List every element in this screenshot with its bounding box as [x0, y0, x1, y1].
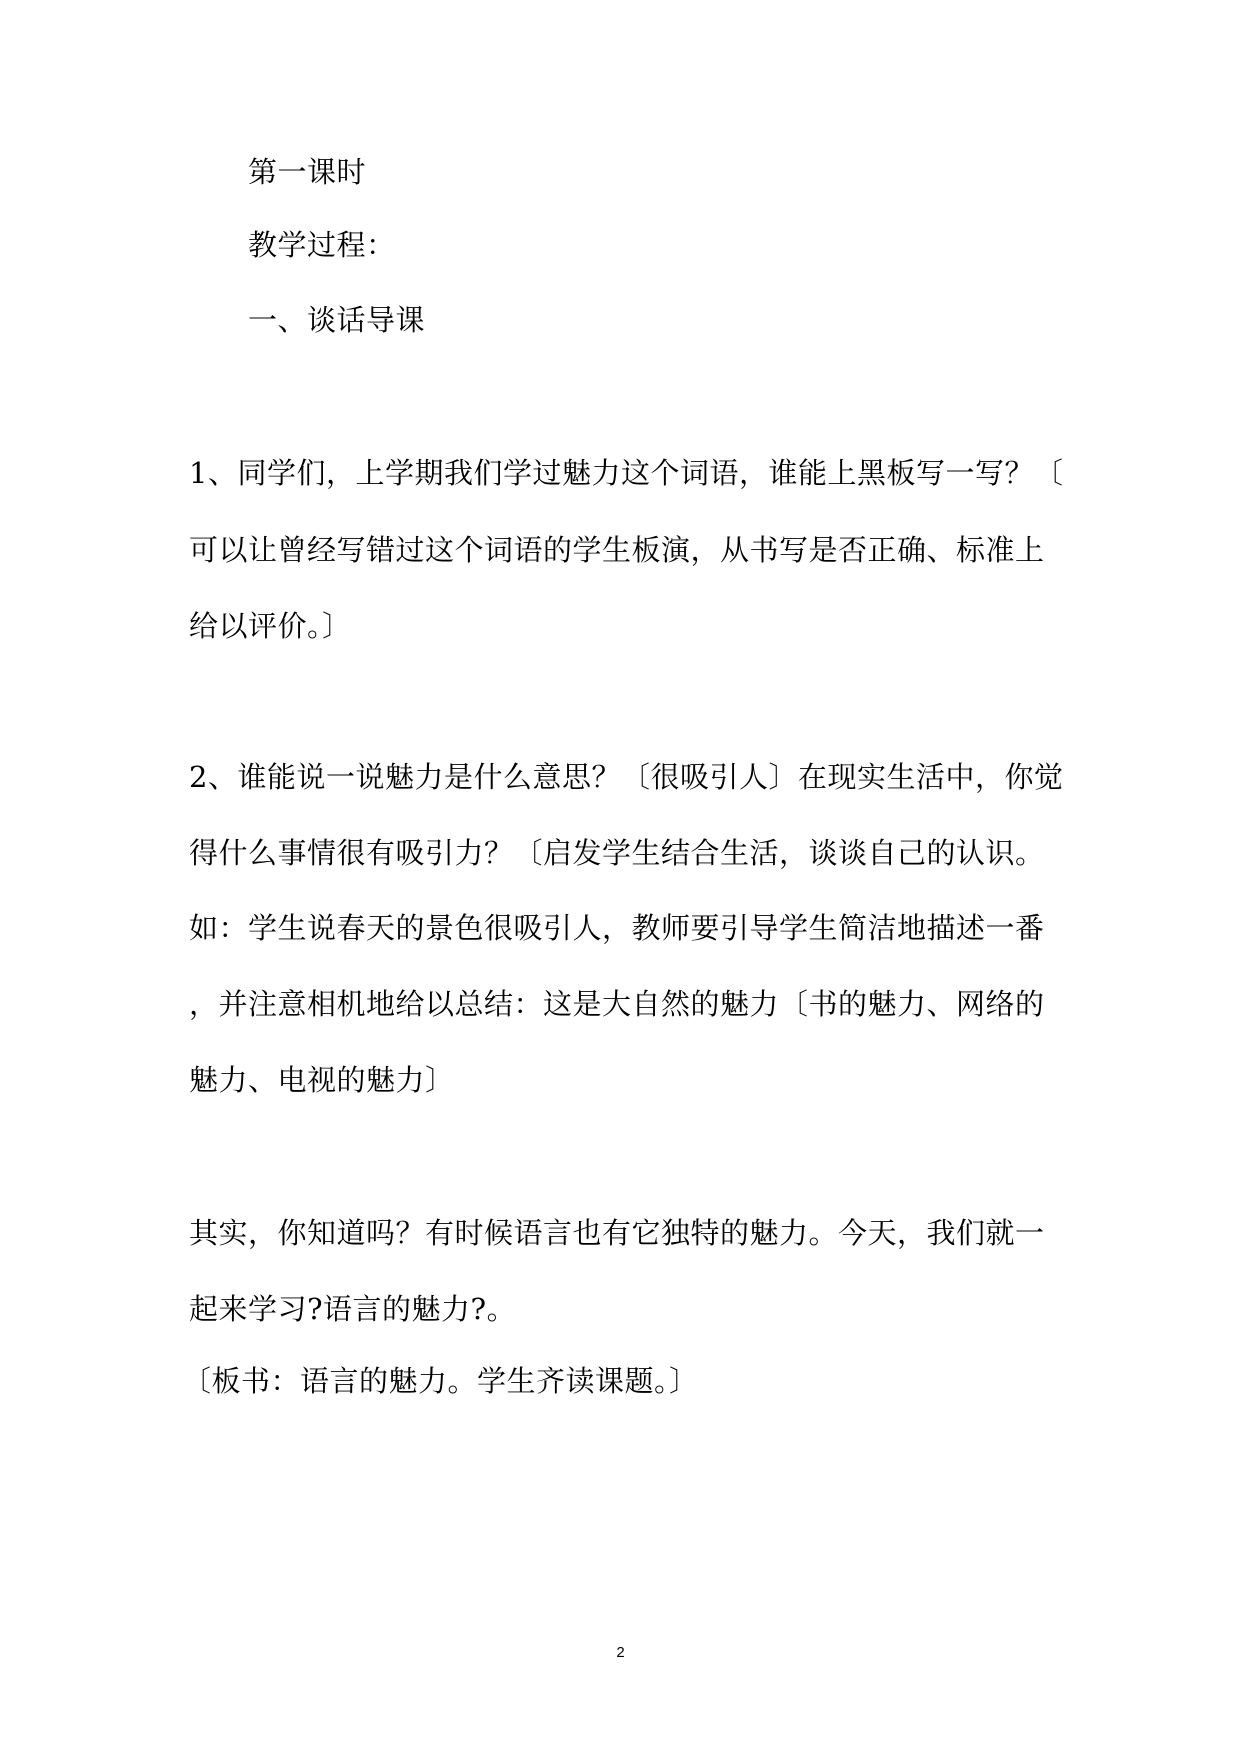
page-number: 2: [616, 1644, 625, 1661]
paragraph-line: 1、同学们，上学期我们学过魅力这个词语，谁能上黑板写一写？〔: [189, 456, 1064, 490]
lesson-heading: 第一课时: [248, 155, 367, 189]
section-heading: 一、谈话导课: [248, 303, 426, 337]
paragraph-line: ，并注意相机地给以总结：这是大自然的魅力〔书的魅力、网络的: [189, 987, 1045, 1021]
paragraph-line: 〔板书：语言的魅力。学生齐读课题。〕: [182, 1364, 699, 1398]
paragraph-line: 起来学习?语言的魅力?。: [189, 1292, 517, 1326]
process-heading: 教学过程：: [248, 228, 396, 262]
paragraph-line: 给以评价。〕: [189, 609, 352, 643]
paragraph-line: 其实，你知道吗？有时候语言也有它独特的魅力。今天，我们就一: [189, 1216, 1045, 1250]
paragraph-line: 魅力、电视的魅力〕: [189, 1063, 455, 1097]
paragraph-line: 如：学生说春天的景色很吸引人，教师要引导学生简洁地描述一番: [189, 911, 1045, 945]
paragraph-line: 得什么事情很有吸引力？〔启发学生结合生活，谈谈自己的认识。: [189, 836, 1045, 870]
paragraph-line: 2、谁能说一说魅力是什么意思？〔很吸引人〕在现实生活中，你觉: [189, 760, 1064, 794]
paragraph-line: 可以让曾经写错过这个词语的学生板演，从书写是否正确、标准上: [189, 533, 1045, 567]
